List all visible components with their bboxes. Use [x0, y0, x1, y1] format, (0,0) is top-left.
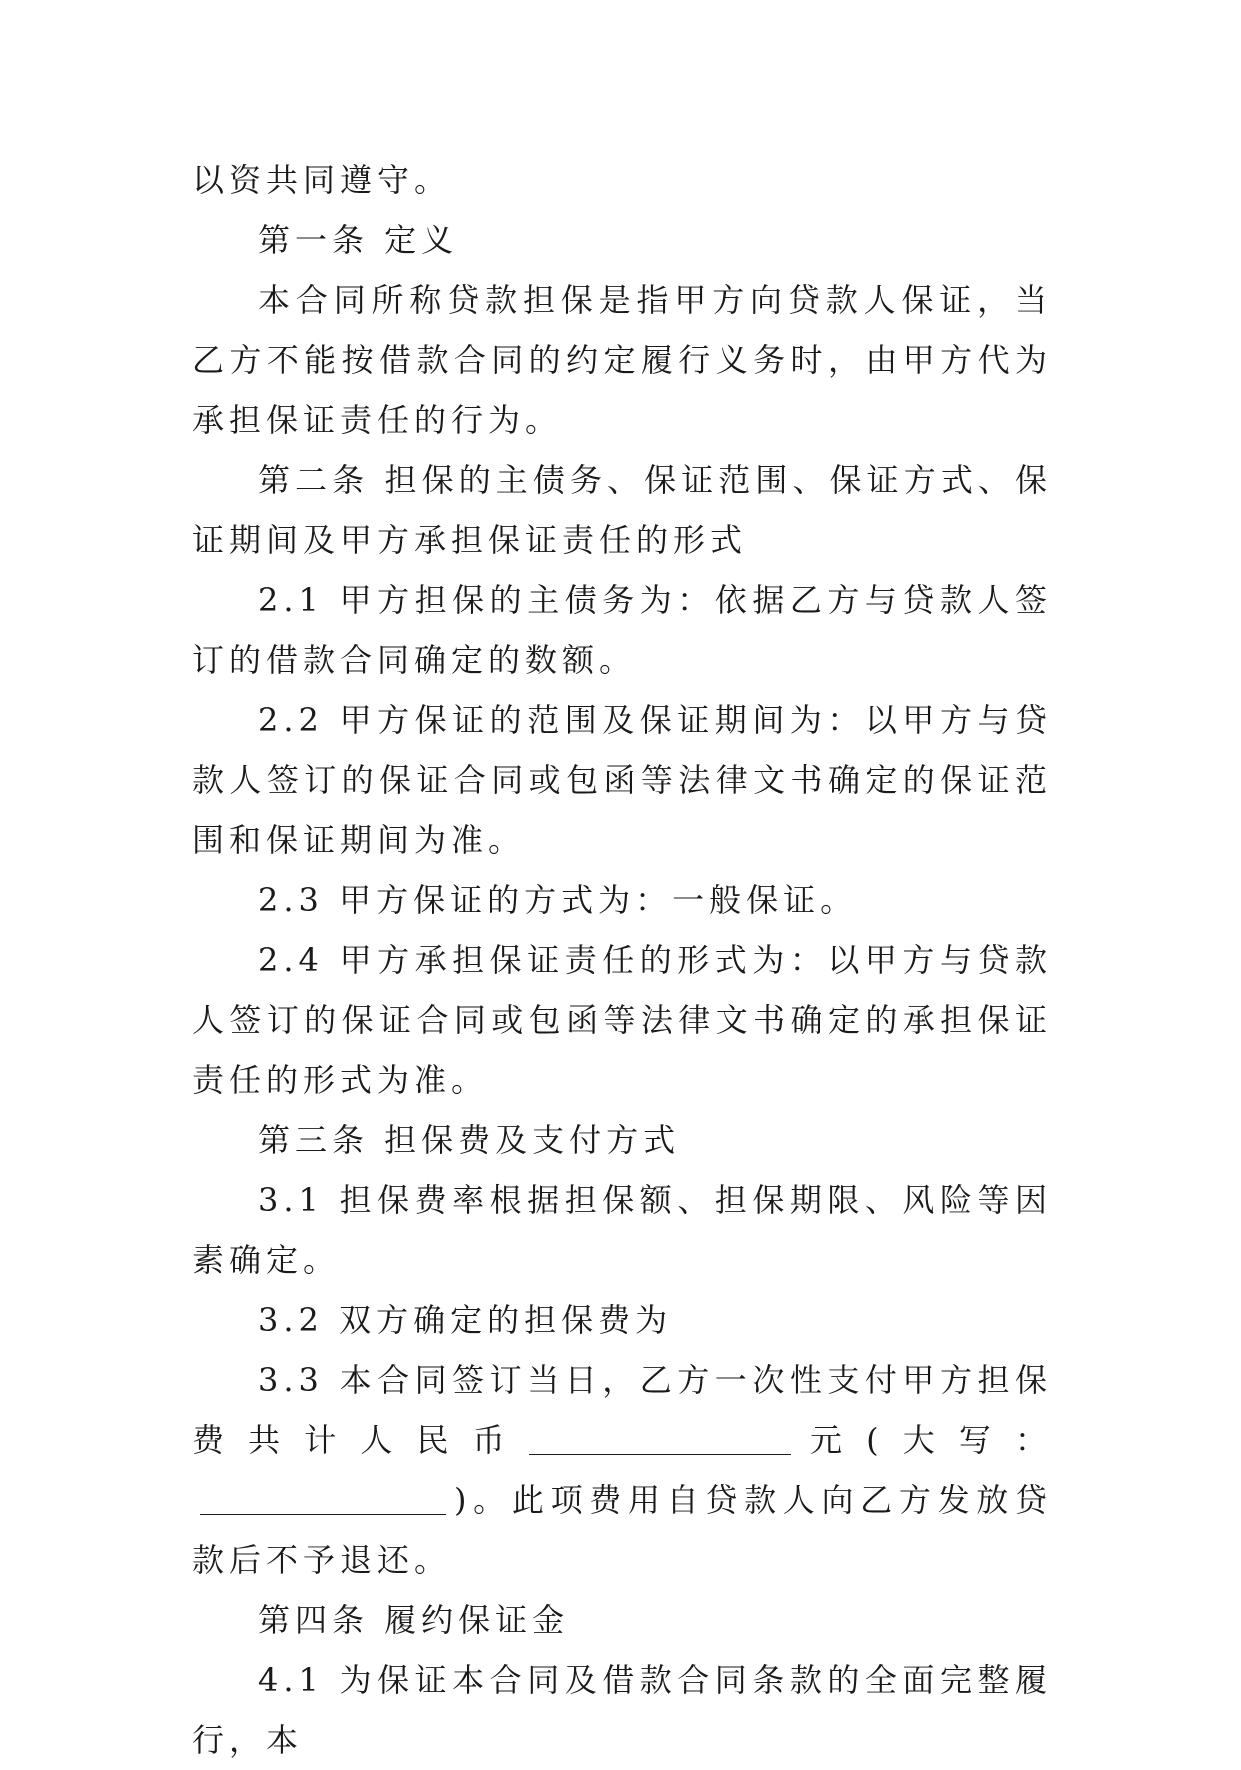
article-1-heading: 第一条 定义: [258, 221, 459, 259]
clause-2-3: 2.3 甲方保证的方式为：一般保证。: [258, 881, 858, 919]
clause-3-2: 3.2 双方确定的担保费为: [258, 1301, 673, 1339]
amount-blank-field[interactable]: [529, 1422, 791, 1455]
article-3-heading: 第三条 担保费及支付方式: [258, 1121, 681, 1159]
article-4-heading: 第四条 履约保证金: [258, 1601, 570, 1639]
clause-2-4: 2.4 甲方承担保证责任的形式为：以甲方与贷款人签订的保证合同或包函等法律文书确定的承担保证责任的形式为准。: [192, 941, 1052, 1099]
clause-2-2: 2.2 甲方保证的范围及保证期间为：以甲方与贷款人签订的保证合同或包函等法律文书确定的保证范围和保证期间为准。: [192, 701, 1052, 859]
article-1-text: 本合同所称贷款担保是指甲方向贷款人保证，当乙方不能按借款合同的约定履行义务时，由甲方代为承担保证责任的行为。: [192, 281, 1052, 439]
clause-3-3-text-2: 元(大写：: [790, 1421, 1052, 1459]
clause-4-1: 4.1 为保证本合同及借款合同条款的全面完整履行，本: [192, 1661, 1052, 1759]
clause-3-3: [192, 1350, 1052, 1590]
article-2-heading: 第二条 担保的主债务、保证范围、保证方式、保证期间及甲方承担保证责任的形式: [192, 461, 1052, 559]
document-body: [192, 150, 1052, 1770]
paragraph-closing-line: 以资共同遵守。: [192, 161, 452, 199]
clause-3-3-text-1: 3.3 本合同签订当日，乙方一次性支付甲方担保费共计人民币: [192, 1361, 1052, 1459]
amount-in-words-blank-field[interactable]: [200, 1482, 446, 1515]
clause-3-1: 3.1 担保费率根据担保额、担保期限、风险等因素确定。: [192, 1181, 1052, 1279]
clause-2-1: 2.1 甲方担保的主债务为：依据乙方与贷款人签订的借款合同确定的数额。: [192, 581, 1052, 679]
clause-3-3-text-3: )。此项费用自贷款人向乙方发放贷款后不予退还。: [192, 1481, 1052, 1579]
